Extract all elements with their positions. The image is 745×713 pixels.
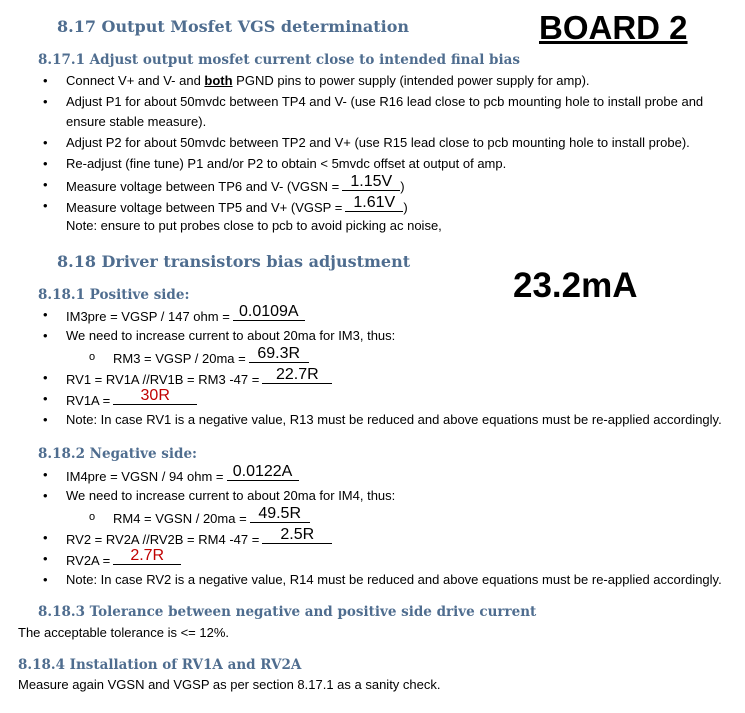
bullet-icon: • xyxy=(43,94,48,109)
rv1a-value: 30R xyxy=(140,387,170,404)
vgsn-value: 1.15V xyxy=(350,173,393,190)
bullet-icon: • xyxy=(43,73,48,88)
section-title-8-17: 8.17 Output Mosfet VGS determination xyxy=(57,17,410,36)
subsection-title-8-18-1: 8.18.1 Positive side: xyxy=(38,287,190,303)
im4pre-value: 0.0122A xyxy=(232,463,293,480)
bullet-icon: • xyxy=(43,177,48,192)
bullet-icon: • xyxy=(43,530,48,545)
section-title-8-18: 8.18 Driver transistors bias adjustment xyxy=(57,252,411,271)
list-item: Note: In case RV1 is a negative value, R13 must be reduced and above equations must be re-applied accordingly. xyxy=(66,412,722,427)
list-item: RV1A = 30R xyxy=(66,391,197,409)
rv2-value: 2.5R xyxy=(280,526,315,543)
rm3-value: 69.3R xyxy=(257,345,301,362)
bullet-icon: • xyxy=(43,467,48,482)
list-item-continuation: ensure stable measure). xyxy=(66,114,207,129)
rv2a-value: 2.7R xyxy=(130,547,165,564)
list-item: IM4pre = VGSN / 94 ohm = 0.0122A xyxy=(66,467,299,485)
vgsp-value: 1.61V xyxy=(353,194,396,211)
list-item: RV2 = RV2A //RV2B = RM4 -47 = 2.5R xyxy=(66,530,332,548)
list-item: Measure voltage between TP6 and V- (VGSN = 1.15V ) xyxy=(66,173,405,194)
bullet-icon: • xyxy=(43,551,48,566)
subsection-title-8-18-4: 8.18.4 Installation of RV1A and RV2A xyxy=(18,657,302,673)
board-label: BOARD 2 xyxy=(539,9,688,46)
list-item: RV2A = 2.7R xyxy=(66,551,181,569)
bullet-icon: • xyxy=(43,307,48,322)
rv1-value: 22.7R xyxy=(275,366,319,383)
list-item: IM3pre = VGSP / 147 ohm = 0.0109A xyxy=(66,307,305,325)
installation-text: Measure again VGSN and VGSP as per section 8.17.1 as a sanity check. xyxy=(18,677,441,692)
bullet-icon: • xyxy=(43,391,48,406)
subsection-title-8-18-2: 8.18.2 Negative side: xyxy=(38,446,198,462)
bullet-icon: • xyxy=(43,198,48,213)
bullet-icon: • xyxy=(43,328,48,343)
list-item: RM4 = VGSN / 20ma = 49.5R xyxy=(113,509,310,527)
list-item: Measure voltage between TP5 and V+ (VGSP = 1.61V ) xyxy=(66,194,408,215)
bullet-icon: • xyxy=(43,488,48,503)
list-item: Re-adjust (fine tune) P1 and/or P2 to obtain < 5mvdc offset at output of amp. xyxy=(66,156,507,171)
list-item: Adjust P1 for about 50mvdc between TP4 and V- (use R16 lead close to pcb mounting hole to install probe and xyxy=(66,94,704,109)
subsection-title-8-17-1: 8.17.1 Adjust output mosfet current close to intended final bias xyxy=(38,52,520,68)
list-item: Note: In case RV2 is a negative value, R14 must be reduced and above equations must be re-applied accordingly. xyxy=(66,572,722,587)
list-item: We need to increase current to about 20ma for IM4, thus: xyxy=(66,488,396,503)
bullet-icon: • xyxy=(43,156,48,171)
note-text: Note: ensure to put probes close to pcb to avoid picking ac noise, xyxy=(66,218,442,233)
tolerance-text: The acceptable tolerance is <= 12%. xyxy=(18,625,230,640)
list-item: RM3 = VGSP / 20ma = 69.3R xyxy=(113,349,309,367)
sub-bullet-icon: o xyxy=(89,511,96,523)
subsection-title-8-18-3: 8.18.3 Tolerance between negative and positive side drive current xyxy=(38,604,537,620)
bullet-icon: • xyxy=(43,135,48,150)
list-item: Connect V+ and V- and both PGND pins to power supply (intended power supply for amp). xyxy=(66,73,590,88)
current-annotation: 23.2mA xyxy=(513,266,638,305)
list-item: RV1 = RV1A //RV1B = RM3 -47 = 22.7R xyxy=(66,370,332,388)
bullet-icon: • xyxy=(43,370,48,385)
sub-bullet-icon: o xyxy=(89,351,96,363)
list-item: Adjust P2 for about 50mvdc between TP2 and V+ (use R15 lead close to pcb mounting hole to install probe). xyxy=(66,135,690,150)
im3pre-value: 0.0109A xyxy=(238,303,299,320)
bullet-icon: • xyxy=(43,412,48,427)
bullet-icon: • xyxy=(43,572,48,587)
rm4-value: 49.5R xyxy=(258,505,302,522)
list-item: We need to increase current to about 20ma for IM3, thus: xyxy=(66,328,396,343)
